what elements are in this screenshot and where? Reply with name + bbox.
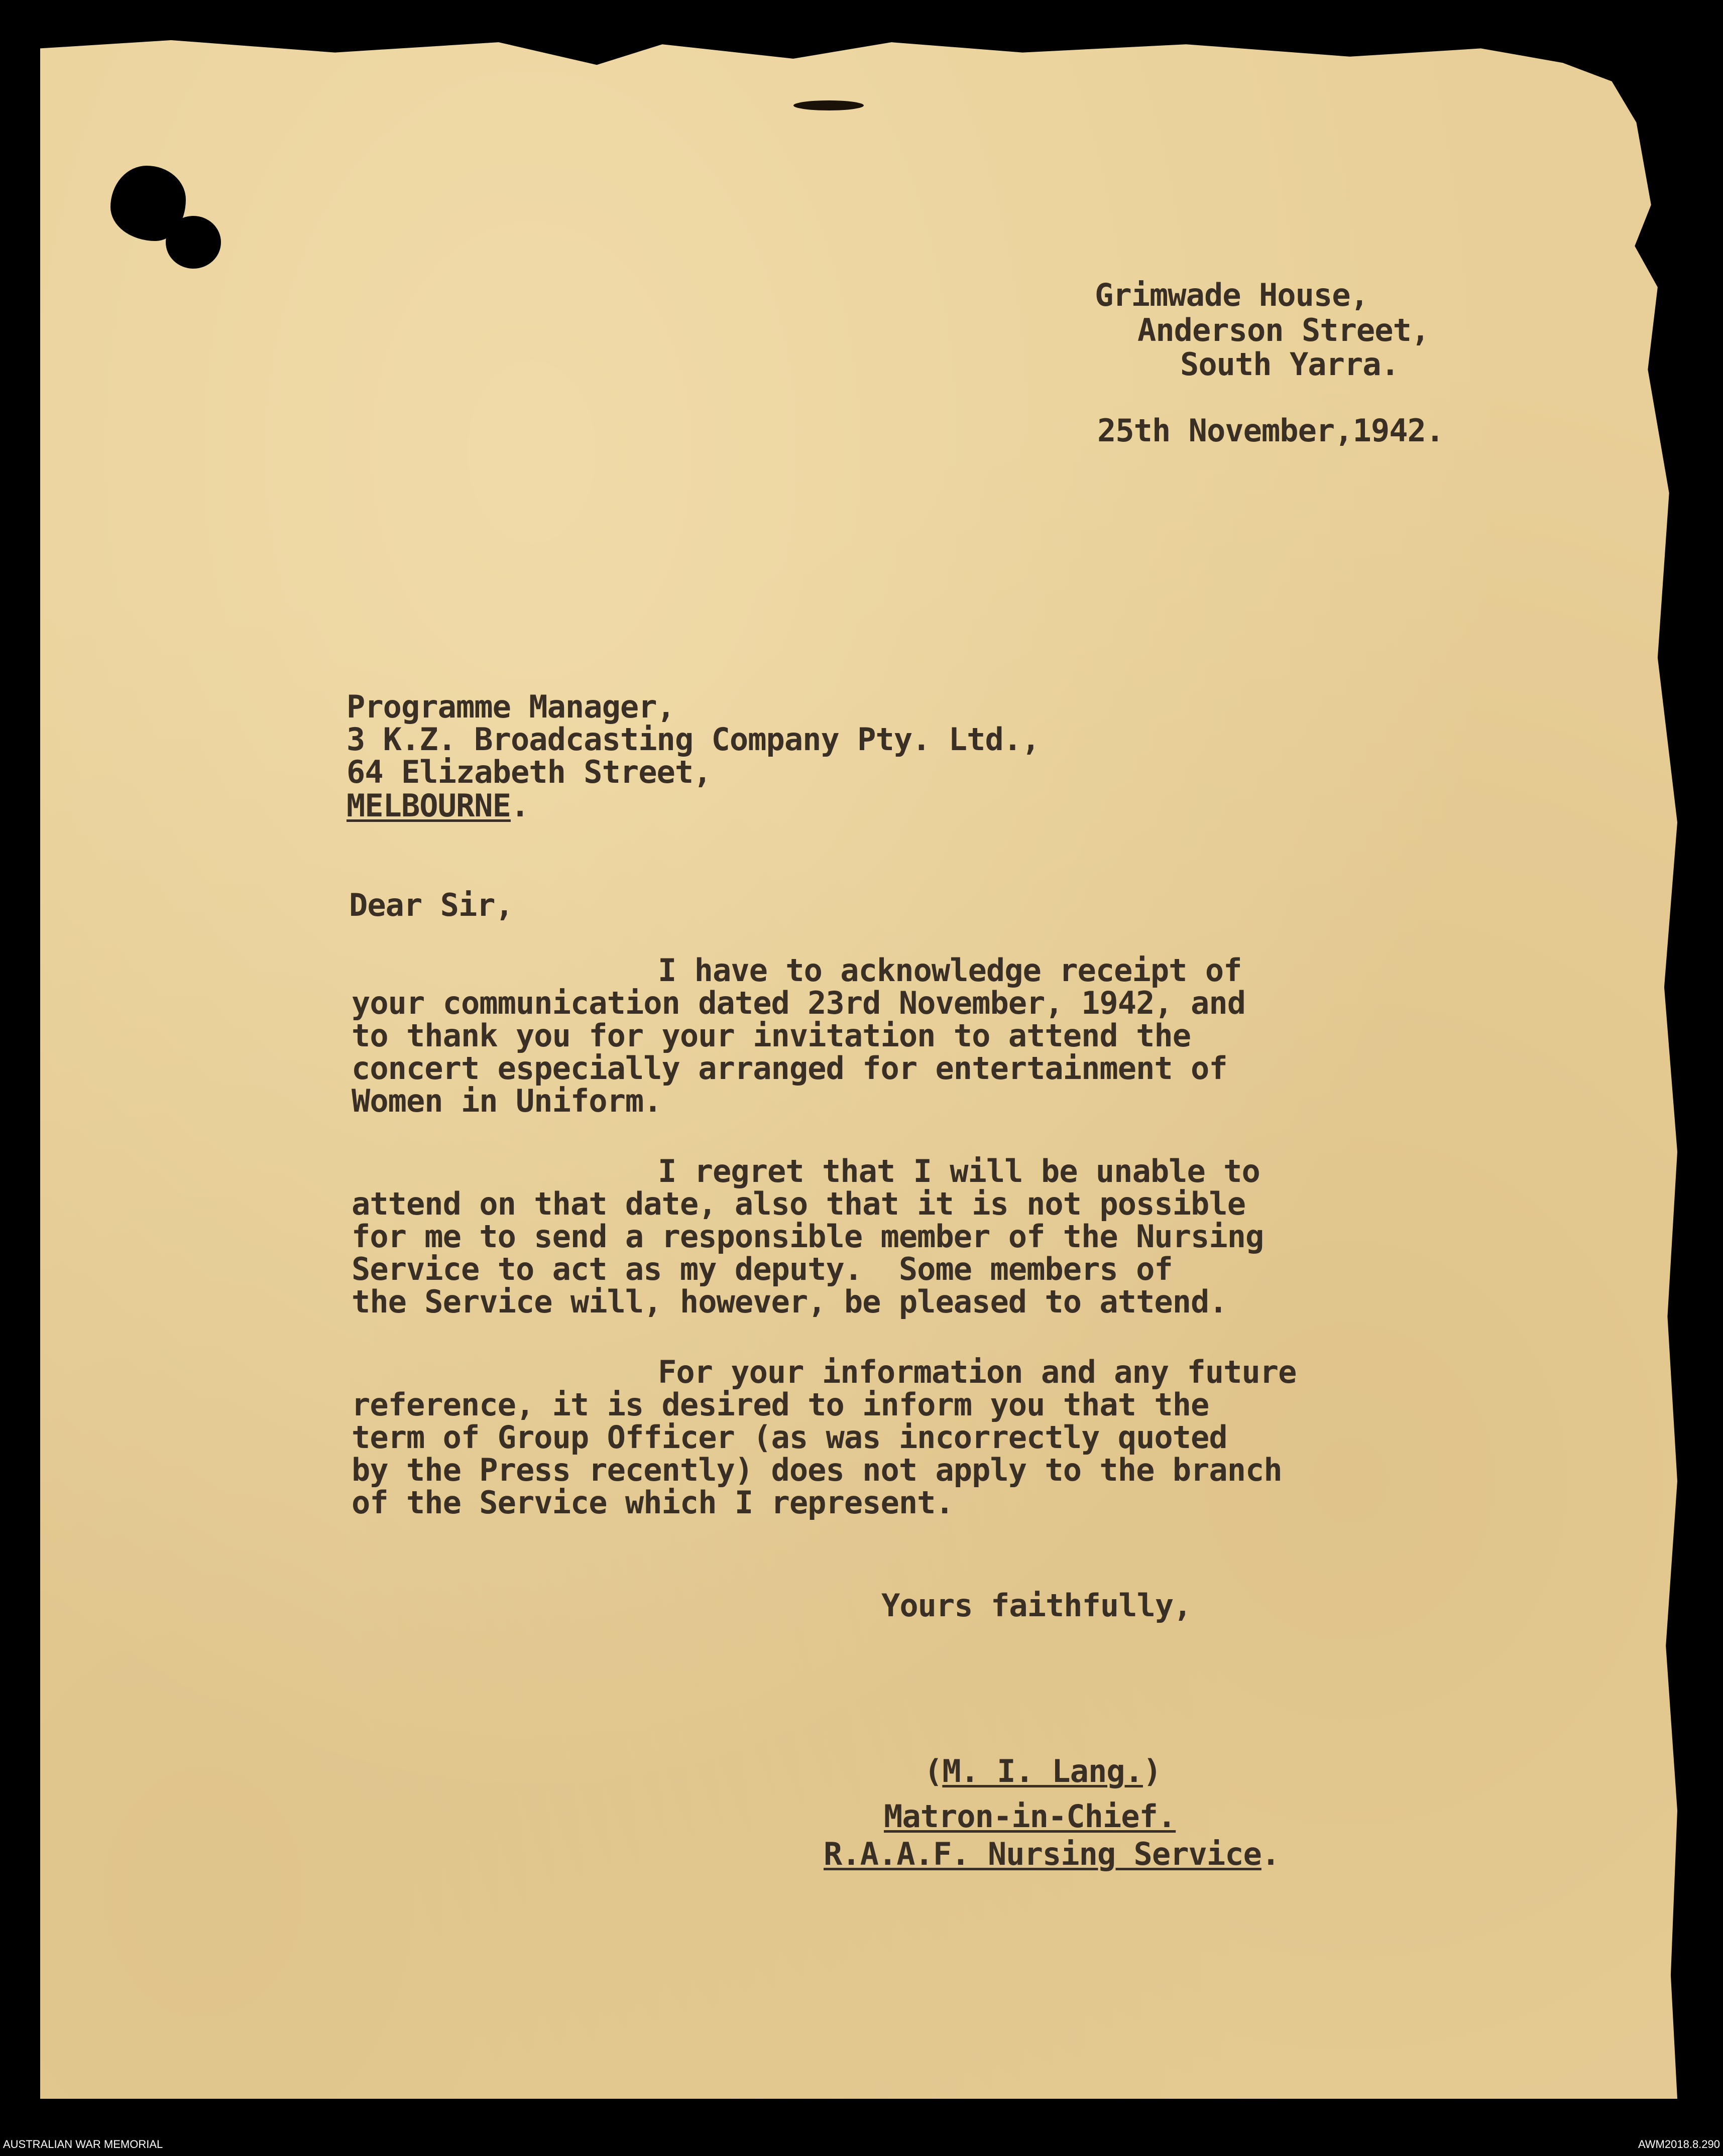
punch-hole-edge <box>166 216 221 269</box>
paragraph-2-line-1: I regret that I will be unable to <box>658 1153 1260 1189</box>
paragraph-3-line-4: by the Press recently) does not apply to the branch <box>352 1452 1282 1488</box>
letter-date: 25th November,1942. <box>1097 412 1444 449</box>
paragraph-3-line-5: of the Service which I represent. <box>352 1484 954 1521</box>
paragraph-1-line-1: I have to acknowledge receipt of <box>658 952 1242 989</box>
signature-service-text: R.A.A.F. Nursing Service <box>824 1836 1261 1872</box>
signature-name-text: M. I. Lang. <box>942 1753 1143 1789</box>
paragraph-1-line-3: to thank you for your invitation to attend the <box>352 1017 1191 1054</box>
salutation: Dear Sir, <box>349 887 513 923</box>
paragraph-1-line-2: your communication dated 23rd November, 1942, and <box>352 985 1246 1021</box>
signature-title <box>884 1800 1176 1833</box>
paper-tear <box>793 100 864 110</box>
signature-service <box>824 1838 1280 1871</box>
paragraph-1-line-4: concert especially arranged for entertainment of <box>352 1050 1227 1087</box>
recipient-city <box>347 789 529 822</box>
sender-address-line-3: South Yarra. <box>1180 346 1399 383</box>
paragraph-2-line-3: for me to send a responsible member of the Nursing <box>352 1218 1264 1255</box>
recipient-line-3: 64 Elizabeth Street, <box>347 754 712 790</box>
paragraph-3-line-1: For your information and any future <box>658 1354 1297 1390</box>
signature-title-text: Matron-in-Chief. <box>884 1798 1176 1835</box>
paragraph-2-line-4: Service to act as my deputy. Some members of <box>352 1251 1173 1287</box>
recipient-city-name: MELBOURNE <box>347 787 511 824</box>
paragraph-2-line-5: the Service will, however, be pleased to attend. <box>352 1283 1227 1320</box>
sender-address-line-1: Grimwade House, <box>1095 277 1368 313</box>
recipient-city-suffix: . <box>510 787 529 824</box>
paragraph-1-line-5: Women in Uniform. <box>352 1083 662 1119</box>
recipient-line-2: 3 K.Z. Broadcasting Company Pty. Ltd., <box>347 721 1040 758</box>
signature-name: (M. I. Lang.) <box>924 1753 1162 1789</box>
archive-credit: AUSTRALIAN WAR MEMORIAL <box>3 2138 163 2150</box>
signature-service-suffix: . <box>1261 1836 1280 1872</box>
sender-address-line-2: Anderson Street, <box>1137 312 1430 348</box>
closing: Yours faithfully, <box>881 1587 1192 1624</box>
paragraph-2-line-2: attend on that date, also that it is not possible <box>352 1185 1246 1222</box>
archive-reference: AWM2018.8.290 <box>1638 2138 1720 2150</box>
paragraph-3-line-2: reference, it is desired to inform you that the <box>352 1386 1209 1423</box>
paragraph-3-line-3: term of Group Officer (as was incorrectly quoted <box>352 1419 1227 1456</box>
recipient-line-1: Programme Manager, <box>347 688 675 725</box>
